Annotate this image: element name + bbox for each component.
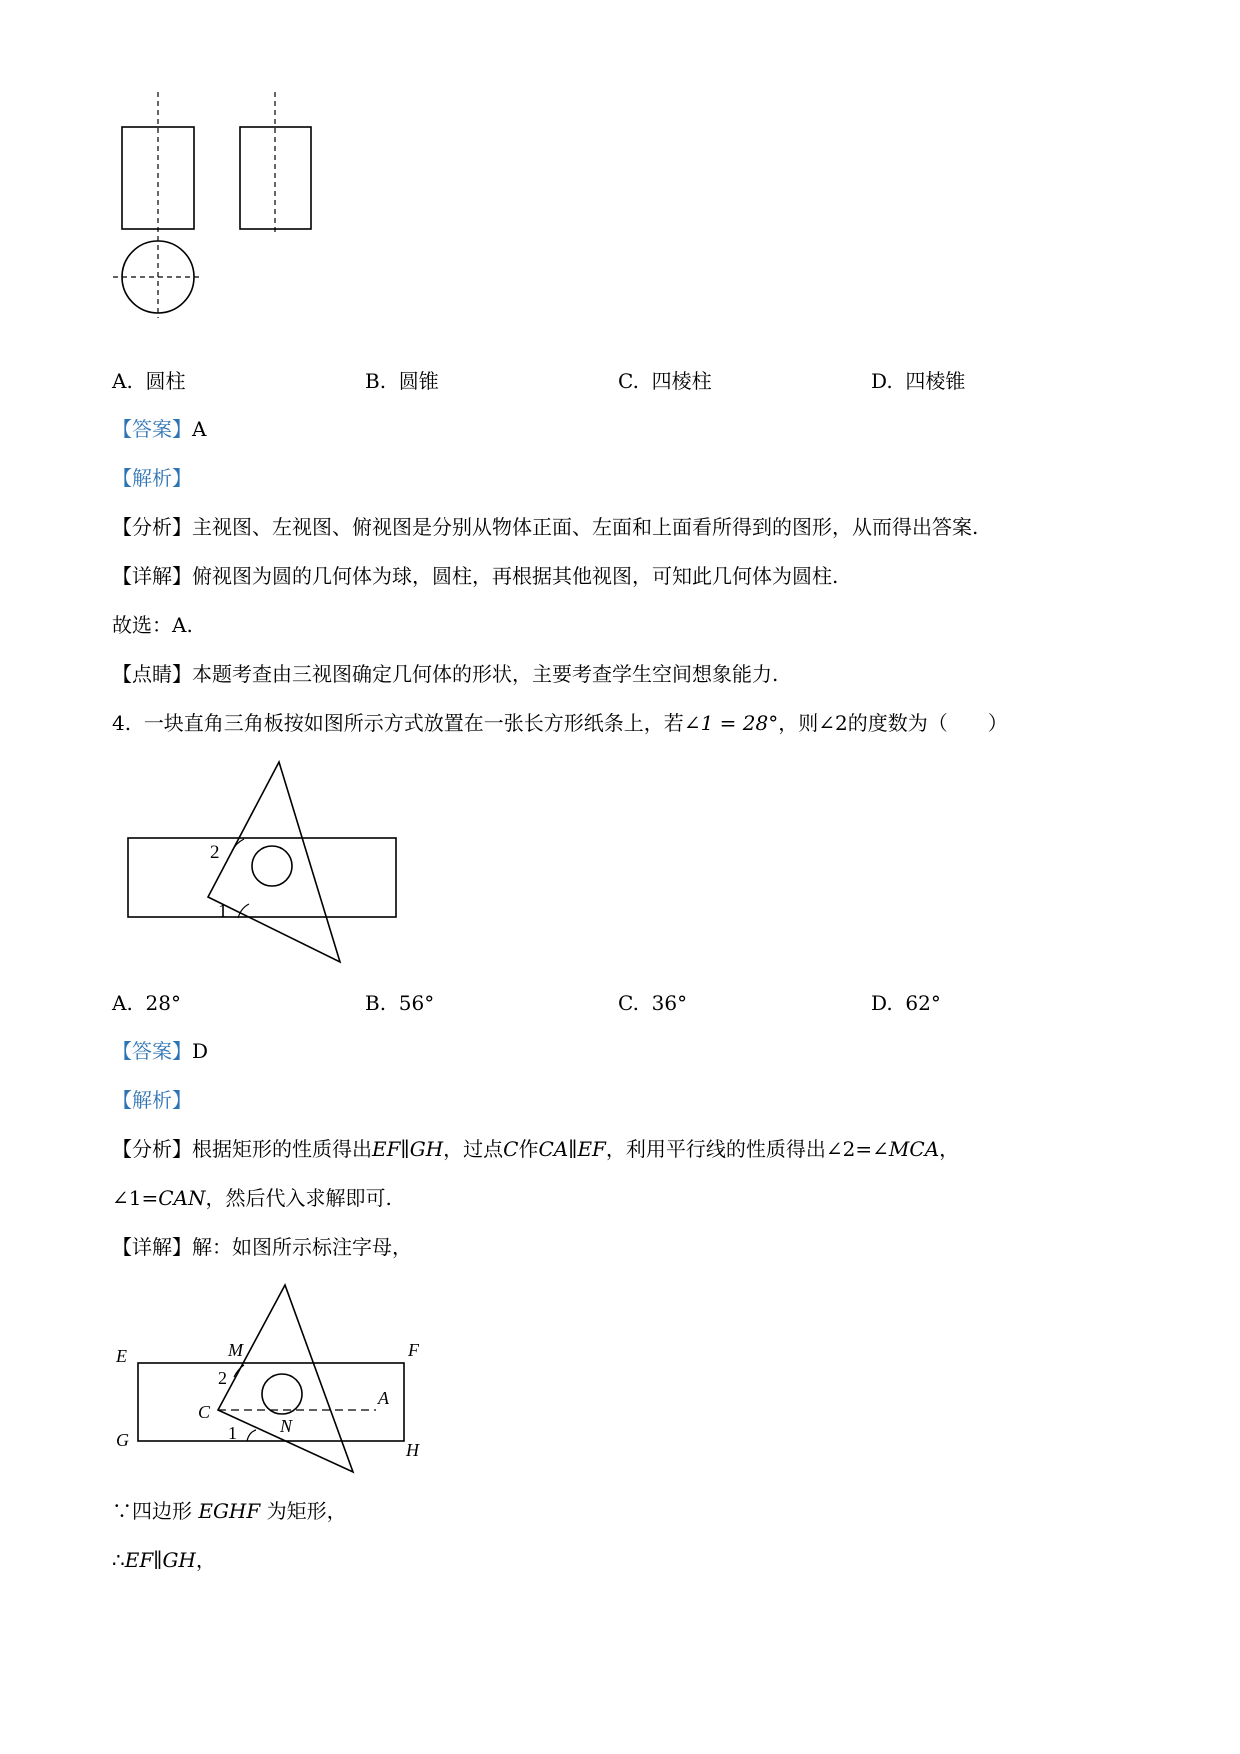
q4-labeled-figure (110, 1280, 430, 1480)
label-f: F (408, 1340, 419, 1360)
angle-2-label: 2 (210, 842, 220, 863)
q4-option-c: C. 36° (618, 991, 688, 1015)
q3-option-d: D. 四棱锥 (871, 369, 966, 393)
q3-jiexi: 【解析】 (112, 466, 192, 490)
label-e: E (116, 1346, 127, 1366)
label-2: 2 (218, 1368, 227, 1388)
q4-xiangjie: 【详解】解：如图所示标注字母， (112, 1235, 412, 1259)
q4-option-d: D. 62° (871, 991, 941, 1015)
label-c: C (198, 1402, 211, 1422)
rectangle-eghf (138, 1363, 404, 1441)
q4-step-2: ∴EF∥GH， (112, 1548, 216, 1572)
q3-fenxi: 【分析】主视图、左视图、俯视图是分别从物体正面、左面和上面看所得到的图形，从而得出答案. (112, 515, 979, 539)
label-g: G (116, 1430, 129, 1450)
q3-xiangjie: 【详解】俯视图为圆的几何体为球，圆柱，再根据其他视图，可知此几何体为圆柱. (112, 564, 839, 588)
angle-1-arc-labeled (247, 1430, 256, 1441)
q3-option-c: C. 四棱柱 (618, 369, 712, 393)
triangle-ruler-labeled (218, 1285, 353, 1472)
q4-figure (120, 752, 410, 964)
q3-choice: 故选：A. (112, 613, 193, 637)
q4-fenxi: 【分析】根据矩形的性质得出EF∥GH，过点C作CA∥EF，利用平行线的性质得出∠2=∠MCA， (112, 1137, 960, 1161)
label-1: 1 (228, 1423, 237, 1443)
label-h: H (406, 1440, 419, 1460)
q3-dianjing: 【点睛】本题考查由三视图确定几何体的形状，主要考查学生空间想象能力. (112, 662, 779, 686)
ruler-hole-labeled (262, 1374, 302, 1414)
left-view-figure (225, 88, 325, 248)
q3-option-b: B. 圆锥 (365, 369, 439, 393)
q4-stem: 4. 一块直角三角板按如图所示方式放置在一张长方形纸条上，若∠1 = 28°，则∠2的度数为（ ） (112, 711, 1008, 735)
triangle-ruler (208, 762, 340, 962)
paper-strip (128, 838, 396, 917)
q3-answer: 【答案】A (112, 417, 207, 441)
q3-option-a: A. 圆柱 (112, 369, 186, 393)
q4-option-a: A. 28° (112, 991, 181, 1015)
q4-fenxi-2: ∠1=CAN，然后代入求解即可. (112, 1186, 392, 1210)
angle-1-label: 1 (218, 901, 228, 922)
label-n: N (280, 1416, 293, 1436)
ruler-hole (252, 846, 292, 886)
label-m: M (228, 1340, 243, 1360)
q4-answer: 【答案】D (112, 1039, 209, 1063)
three-view-figure (95, 88, 225, 348)
q4-jiexi: 【解析】 (112, 1088, 192, 1112)
q4-step-1: ∵四边形 EGHF 为矩形， (112, 1499, 347, 1523)
q4-option-b: B. 56° (365, 991, 435, 1015)
label-a: A (378, 1388, 389, 1408)
